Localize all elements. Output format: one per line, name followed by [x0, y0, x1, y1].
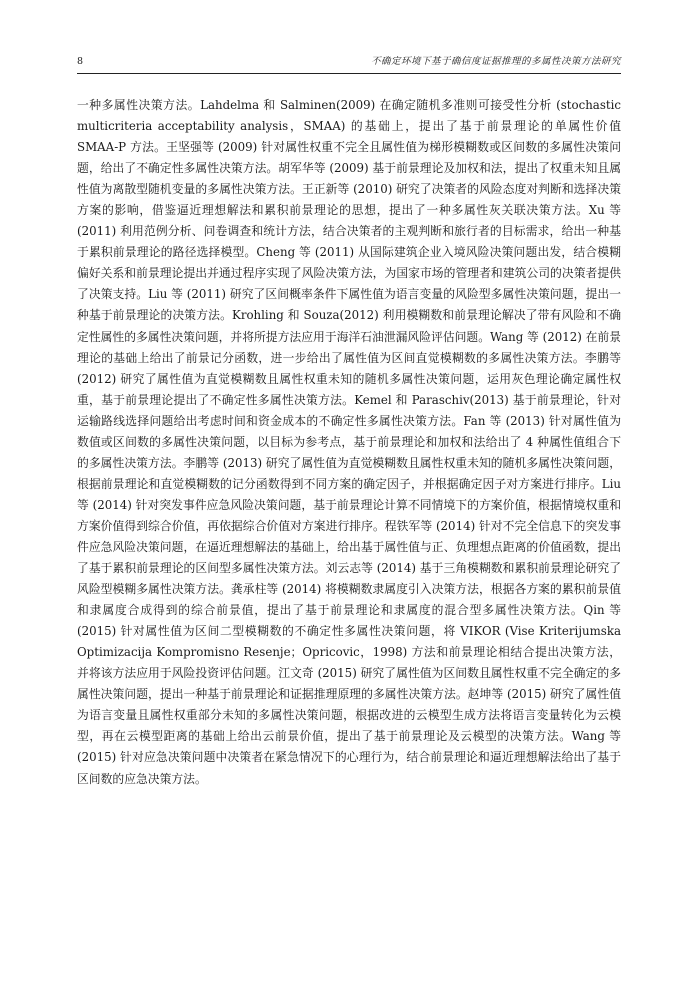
page-number: 8 [77, 56, 84, 67]
page-header [77, 55, 621, 74]
running-title: 不确定环境下基于确信度证据推理的多属性决策方法研究 [370, 56, 621, 67]
body-paragraph: 一种多属性决策方法。Lahdelma 和 Salminen(2009) 在确定随机多准则可接受性分析 (stochastic multicriteria acceptability analysis，SMAA) 的基础上，提出了基于前景理论的单属性价值 SMAA-P 方法。王坚强等 (2009) 针对属性权重不完全且属性值为梯形模糊数或区间数的多属性决策问题，给出了不确定性多属性决策方法。胡军华等 (2009) 基于前景理论及加权和法，提出了权重未知且属性值为离散型随机变量的多属性决策方法。王正新等 (2010) 研究了决策者的风险态度对判断和选择决策方案的影响，借鉴逼近理想解法和累积前景理论的思想，提出了一种多属性灰关联决策方法。Xu 等 (2011) 利用范例分析、问卷调查和统计方法，结合决策者的主观判断和旅行者的目标需求，给出一种基于累积前景理论的路径选择模型。Cheng 等 (2011) 从国际建筑企业入境风险决策问题出发，结合模糊偏好关系和前景理论提出并通过程序实现了风险决策方法，为国家市场的管理者和建筑公司的决策者提供了决策支持。Liu 等 (2011) 研究了区间概率条件下属性值为语言变量的风险型多属性决策问题，提出一种基于前景理论的决策方法。Krohling 和 Souza(2012) 利用模糊数和前景理论解决了带有风险和不确定性属性的多属性决策问题，并将所提方法应用于海洋石油泄漏风险评估问题。Wang 等 (2012) 在前景理论的基础上给出了前景记分函数，进一步给出了属性值为区间直觉模糊数的多属性决策方法。李鹏等 (2012) 研究了属性值为直觉模糊数且属性权重未知的随机多属性决策问题，运用灰色理论确定属性权重，基于前景理论提出了不确定性多属性决策方法。Kemel 和 Paraschiv(2013) 基于前景理论，针对运输路线选择问题给出考虑时间和资金成本的不确定性多属性决策方法。Fan 等 (2013) 针对属性值为数值或区间数的多属性决策问题，以目标为参考点，基于前景理论和加权和法给出了 4 种属性值组合下的多属性决策方法。李鹏等 (2013) 研究了属性值为直觉模糊数且属性权重未知的随机多属性决策问题，根据前景理论和直觉模糊数的记分函数得到不同方案的确定因子，并根据确定因子对方案进行排序。Liu 等 (2014) 针对突发事件应急风险决策问题，基于前景理论计算不同情境下的方案价值，根据情境权重和方案价值得到综合价值，再依据综合价值对方案进行排序。程铁军等 (2014) 针对不完全信息下的突发事件应急风险决策问题，在逼近理想解法的基础上，给出基于属性值与正、负理想点距离的价值函数，提出了基于累积前景理论的区间型多属性决策方法。刘云志等 (2014) 基于三角模糊数和累积前景理论研究了风险型模糊多属性决策方法。龚承柱等 (2014) 将模糊数隶属度引入决策方法，根据各方案的累积前景值和隶属度合成得到的综合前景值，提出了基于前景理论和隶属度的混合型多属性决策方法。Qin 等 (2015) 针对属性值为区间二型模糊数的不确定性多属性决策问题，将 VIKOR (Vise Kriterijumska Optimizacija Kompromisno Resenje；Opricovic，1998) 方法和前景理论相结合提出决策方法，并将该方法应用于风险投资评估问题。江文奇 (2015) 研究了属性值为区间数且属性权重不完全确定的多属性决策问题，提出一种基于前景理论和证据推理原理的多属性决策方法。赵坤等 (2015) 研究了属性值为语言变量且属性权重部分未知的多属性决策问题，根据改进的云模型生成方法将语言变量转化为云模型，再在云模型距离的基础上给出云前景价值，提出了基于前景理论及云模型的决策方法。Wang 等 (2015) 针对应急决策问题中决策者在紧急情况下的心理行为，结合前景理论和逼近理想解法给出了基于区间数的应急决策方法。 [77, 98, 621, 786]
body-text [77, 95, 621, 790]
